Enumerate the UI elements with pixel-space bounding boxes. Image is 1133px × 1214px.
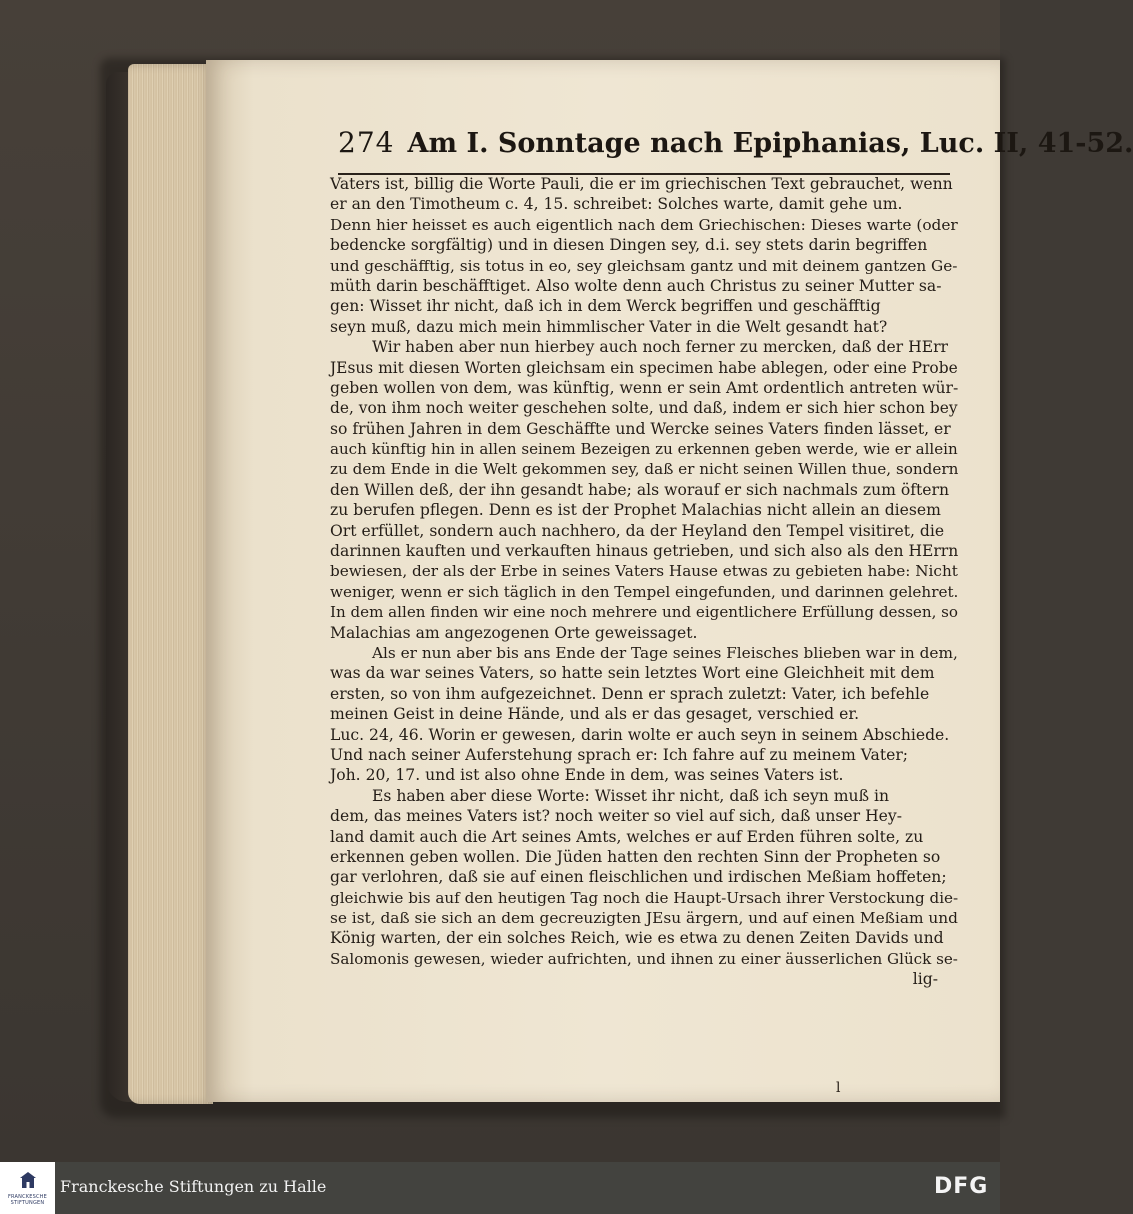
- text-line: Es haben aber diese Worte: Wisset ihr nicht, daß ich seyn muß in: [372, 786, 889, 805]
- page-number: 274: [338, 126, 395, 159]
- text-line: den Willen deß, der ihn gesandt habe; als worauf er sich nachmals zum öftern: [330, 480, 950, 499]
- text-line: Wir haben aber nun hierbey auch noch ferner zu mercken, daß der HErr: [372, 338, 948, 357]
- text-line: meinen Geist in deine Hände, und als er das gesaget, verschied er.: [330, 705, 860, 724]
- institution-name[interactable]: Franckesche Stiftungen zu Halle: [60, 1177, 327, 1196]
- text-line: auch künftig hin in allen seinem Bezeigen zu erkennen geben werde, wie er allein: [330, 440, 958, 459]
- text-line: Als er nun aber bis ans Ende der Tage seines Fleisches blieben war in dem,: [372, 643, 958, 662]
- text-line: darinnen kauften und verkauften hinaus getrieben, und sich also als den HErrn: [330, 542, 959, 561]
- text-line: König warten, der ein solches Reich, wie es etwa zu denen Zeiten Davids und: [330, 929, 944, 948]
- page-edges: [128, 64, 213, 1104]
- text-line: gleichwie bis auf den heutigen Tag noch die Haupt-Ursach ihrer Verstockung die-: [330, 888, 959, 907]
- dfg-logo[interactable]: DFG: [934, 1174, 989, 1199]
- text-line: Joh. 20, 17. und ist also ohne Ende in dem, was seines Vaters ist.: [330, 766, 844, 785]
- text-line: er an den Timotheum c. 4, 15. schreibet: Solches warte, damit gehe um.: [330, 195, 903, 214]
- text-line: Ort erfüllet, sondern auch nachhero, da der Heyland den Tempel visitiret, die: [330, 521, 945, 540]
- text-line: Luc. 24, 46. Worin er gewesen, darin wolte er auch seyn in seinem Abschiede.: [330, 725, 950, 744]
- text-line: dem, das meines Vaters ist? noch weiter so viel auf sich, daß unser Hey-: [330, 807, 902, 826]
- text-line: bewiesen, der als der Erbe in seines Vaters Hause etwas zu gebieten habe: Nicht: [330, 562, 958, 581]
- text-line: und geschäfftig, sis totus in eo, sey gleichsam gantz und mit deinem gantzen Ge-: [330, 256, 958, 275]
- text-line: was da war seines Vaters, so hatte sein letztes Wort eine Gleichheit mit dem: [330, 664, 935, 683]
- text-line: In dem allen finden wir eine noch mehrere und eigentlichere Erfüllung dessen, so: [330, 603, 959, 622]
- text-line: geben wollen von dem, was künftig, wenn er sein Amt ordentlich antreten wür-: [330, 378, 959, 397]
- text-line: gen: Wisset ihr nicht, daß ich in dem Werck begriffen und geschäfftig: [330, 297, 881, 316]
- text-line: Salomonis gewesen, wieder aufrichten, und ihnen zu einer äusserlichen Glück se-: [330, 949, 958, 968]
- text-line: ersten, so von ihm aufgezeichnet. Denn er sprach zuletzt: Vater, ich befehle: [330, 684, 930, 703]
- institution-logo[interactable]: [0, 1162, 55, 1214]
- text-line: Malachias am angezogenen Orte geweissaget.: [330, 623, 698, 642]
- text-line: müth darin beschäfftiget. Also wolte denn auch Christus zu seiner Mutter sa-: [330, 276, 942, 295]
- text-line: bedencke sorgfältig) und in diesen Dingen sey, d.i. sey stets darin begriffen: [330, 236, 928, 255]
- text-line: Vaters ist, billig die Worte Pauli, die er im griechischen Text gebrauchet, wenn: [330, 175, 953, 193]
- page-header: [338, 126, 1133, 172]
- text-line: zu dem Ende in die Welt gekommen sey, daß er nicht seinen Willen thue, sondern: [330, 460, 959, 479]
- text-line: de, von ihm noch weiter geschehen solte, und daß, indem er sich hier schon bey: [330, 399, 958, 418]
- text-line: zu berufen pflegen. Denn es ist der Prophet Malachias nicht allein an diesem: [330, 501, 941, 520]
- logo-text: FRANCKESCHE STIFTUNGEN: [7, 1194, 48, 1206]
- text-line: so frühen Jahren in dem Geschäffte und Wercke seines Vaters finden lässet, er: [330, 419, 951, 438]
- text-line: Und nach seiner Auferstehung sprach er: Ich fahre auf zu meinem Vater;: [330, 745, 909, 764]
- text-line: JEsus mit diesen Worten gleichsam ein specimen habe ablegen, oder eine Probe: [330, 358, 958, 377]
- body-text: [330, 174, 958, 990]
- signature-mark: l: [836, 1080, 841, 1096]
- foundation-building-icon: [18, 1170, 38, 1190]
- text-line: land damit auch die Art seines Amts, welches er auf Erden führen solte, zu: [330, 827, 924, 846]
- text-line: weniger, wenn er sich täglich in den Tempel eingefunden, und darinnen gelehret.: [330, 582, 959, 601]
- catchword: lig-: [912, 970, 938, 989]
- text-line: seyn muß, dazu mich mein himmlischer Vater in die Welt gesandt hat?: [330, 317, 888, 336]
- text-line: se ist, daß sie sich an dem gecreuzigten JEsu ärgern, und auf einen Meßiam und: [330, 909, 958, 928]
- running-title: Am I. Sonntage nach Epiphanias, Luc. II, 41-52.: [407, 128, 1133, 159]
- text-line: erkennen geben wollen. Die Jüden hatten den rechten Sinn der Propheten so: [330, 847, 941, 866]
- text-line: Denn hier heisset es auch eigentlich nach dem Griechischen: Dieses warte (oder: [330, 215, 958, 234]
- text-line: gar verlohren, daß sie auf einen fleischlichen und irdischen Meßiam hoffeten;: [330, 868, 947, 887]
